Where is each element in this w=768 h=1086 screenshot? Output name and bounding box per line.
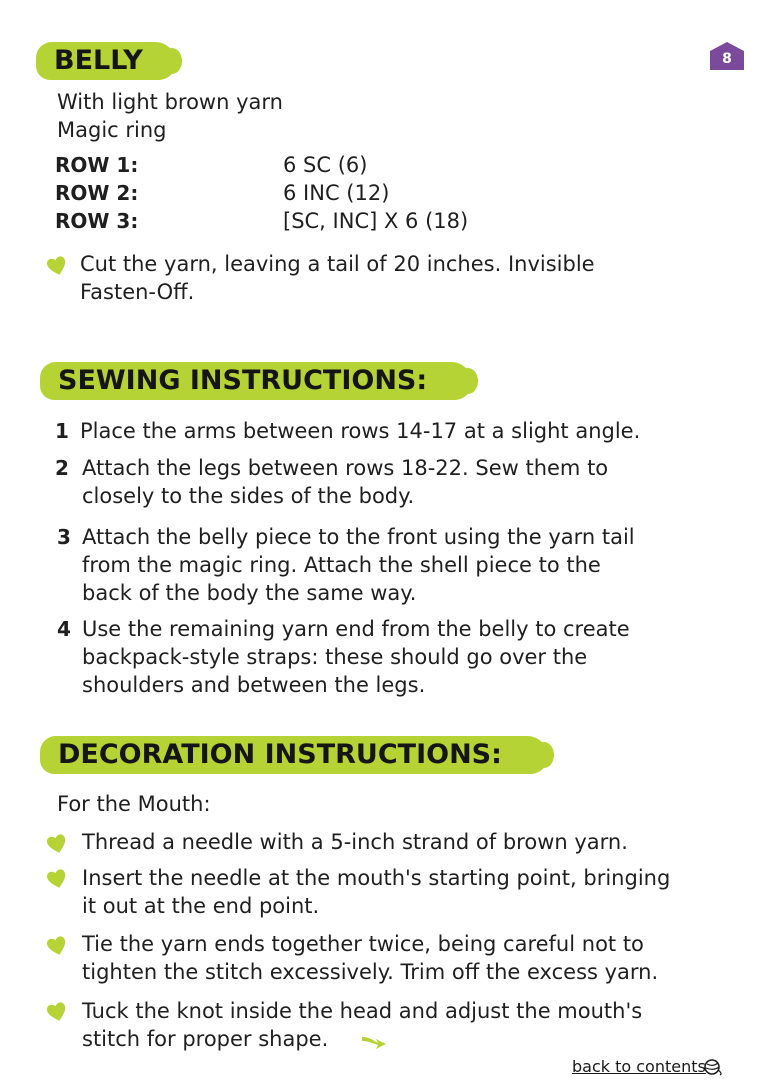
bullet-line: Thread a needle with a 5-inch strand of brown yarn. <box>82 830 628 854</box>
section-title-sewing: SEWING INSTRUCTIONS: <box>40 362 472 400</box>
page-number-badge <box>710 42 744 70</box>
bullet-line: Tie the yarn ends together twice, being careful not to <box>82 932 644 956</box>
row-label: ROW 1: <box>55 153 139 177</box>
step-line: closely to the sides of the body. <box>82 484 415 508</box>
row-value: 6 SC (6) <box>283 153 368 177</box>
heart-icon <box>46 255 68 277</box>
step-line: back of the body the same way. <box>82 581 417 605</box>
step-line: Place the arms between rows 14-17 at a slight angle. <box>80 419 641 443</box>
belly-line: Magic ring <box>57 118 167 142</box>
step-number: 2 <box>55 456 69 480</box>
step-number: 4 <box>57 617 71 641</box>
belly-line: With light brown yarn <box>57 90 283 114</box>
section-title-belly: BELLY <box>36 42 176 80</box>
step-line: backpack-style straps: these should go over the <box>82 645 588 669</box>
step-line: from the magic ring. Attach the shell piece to the <box>82 553 601 577</box>
heart-icon <box>46 935 68 957</box>
step-line: Attach the legs between rows 18-22. Sew them to <box>82 456 609 480</box>
arrow-right-icon[interactable] <box>360 1033 388 1051</box>
heart-icon <box>46 868 68 890</box>
step-line: Attach the belly piece to the front using the yarn tail <box>82 525 635 549</box>
heart-icon <box>46 833 68 855</box>
page-number: 8 <box>722 51 732 67</box>
yarn-ball-icon[interactable] <box>703 1058 723 1076</box>
row-value: 6 INC (12) <box>283 181 390 205</box>
row-value: [SC, INC] X 6 (18) <box>283 209 469 233</box>
row-label: ROW 2: <box>55 181 139 205</box>
back-to-contents-link[interactable]: back to contents <box>572 1057 706 1076</box>
step-number: 1 <box>55 419 69 443</box>
bullet-line: tighten the stitch excessively. Trim off the excess yarn. <box>82 960 659 984</box>
bullet-line: Tuck the knot inside the head and adjust the mouth's <box>82 999 643 1023</box>
bullet-line: it out at the end point. <box>82 894 320 918</box>
row-label: ROW 3: <box>55 209 139 233</box>
step-line: Use the remaining yarn end from the belly to create <box>82 617 630 641</box>
step-line: shoulders and between the legs. <box>82 673 426 697</box>
bullet-line: Insert the needle at the mouth's starting point, bringing <box>82 866 671 890</box>
belly-note-line: Cut the yarn, leaving a tail of 20 inches. Invisible <box>80 252 595 276</box>
step-number: 3 <box>57 525 71 549</box>
bullet-line: stitch for proper shape. <box>82 1027 329 1051</box>
heart-icon <box>46 1001 68 1023</box>
belly-note-line: Fasten-Off. <box>80 280 195 304</box>
decoration-intro: For the Mouth: <box>57 792 211 816</box>
section-title-decoration: DECORATION INSTRUCTIONS: <box>40 736 548 774</box>
